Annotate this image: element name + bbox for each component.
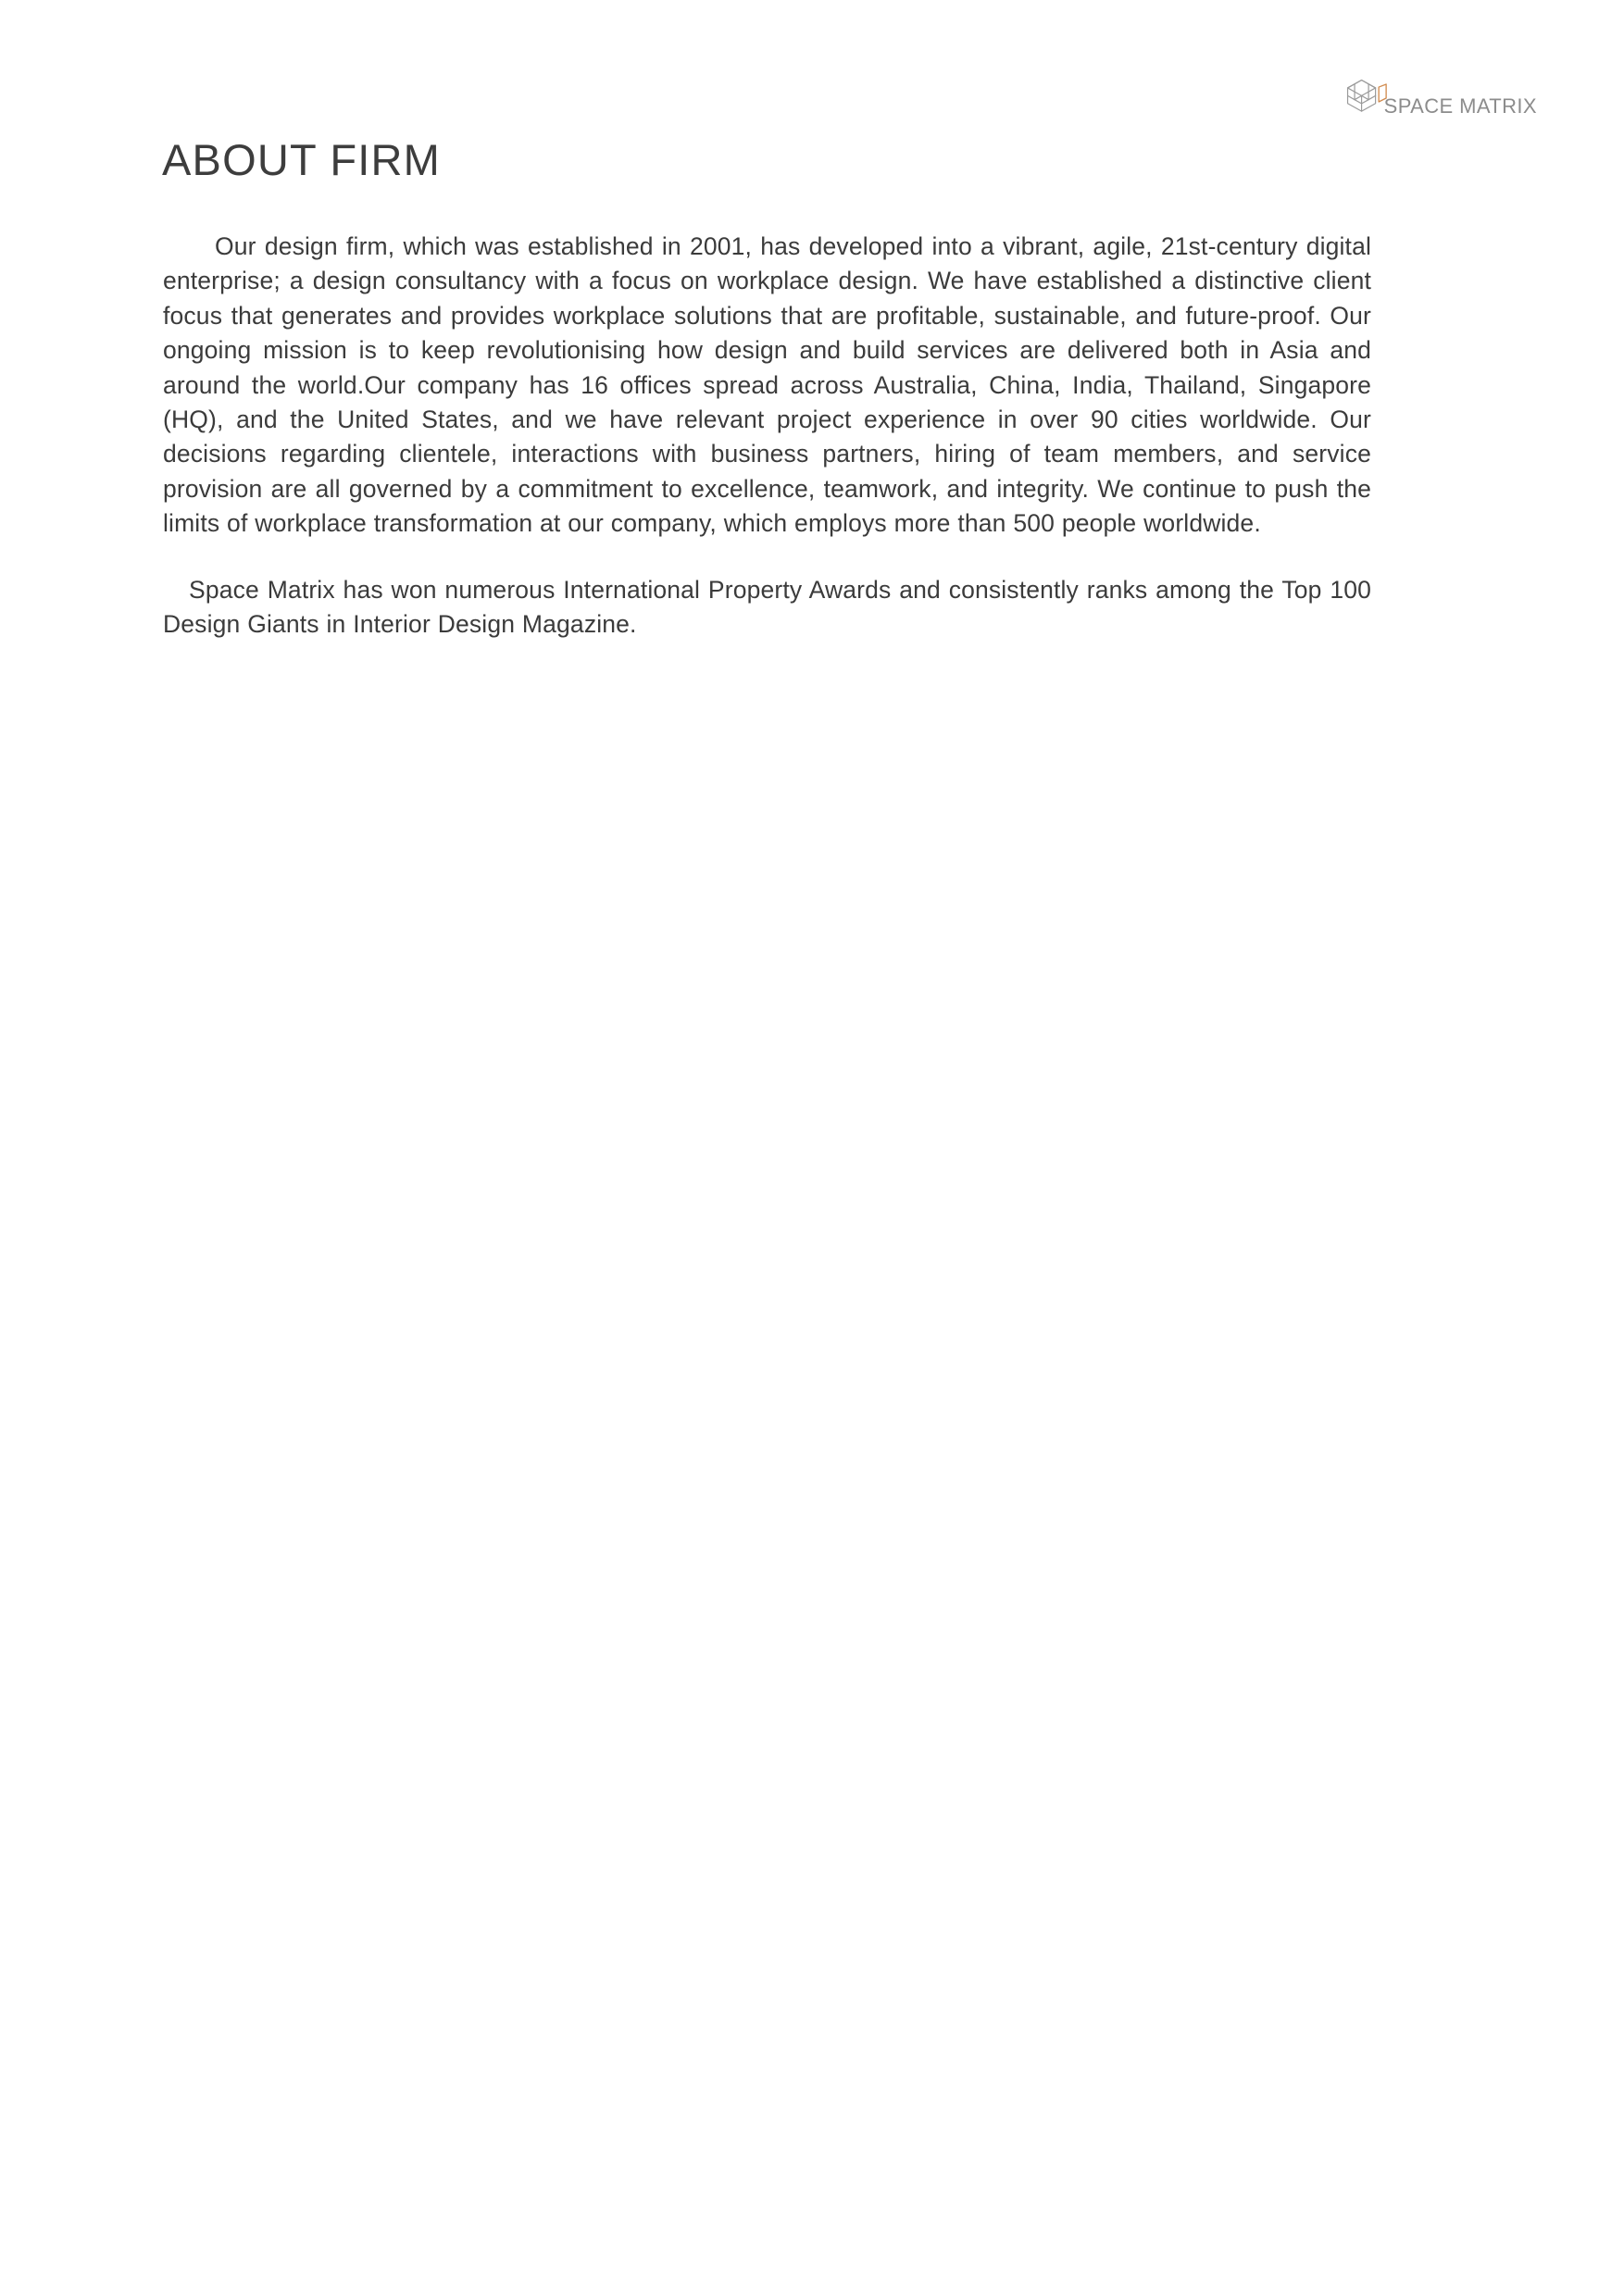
brand-logo <box>1344 74 1537 122</box>
article-body <box>163 230 1371 642</box>
paragraph-about-firm: Our design firm, which was established in 2001, has developed into a vibrant, agile, 21st-century digital enterprise; a design consultancy with a focus on workplace design. We have established a distinctive client focus that generates and provides workplace solutions that are profitable, sustainable, and future-proof. Our ongoing mission is to keep revolutionising how design and build services are delivered both in Asia and around the world.Our company has 16 offices spread across Australia, China, India, Thailand, Singapore (HQ), and the United States, and we have relevant project experience in over 90 cities worldwide. Our decisions regarding clientele, interactions with business partners, hiring of team members, and service provision are all governed by a commitment to excellence, teamwork, and integrity. We continue to push the limits of workplace transformation at our company, which employs more than 500 people worldwide. <box>163 232 1371 538</box>
page-title: ABOUT FIRM <box>162 135 441 185</box>
brand-wordmark: SPACE MATRIX <box>1383 94 1537 118</box>
paragraph-awards: Space Matrix has won numerous International Property Awards and consistently ranks among the Top 100 Design Giants in Interior Design Magazine. <box>163 575 1371 639</box>
space-matrix-cube-icon <box>1344 77 1388 119</box>
